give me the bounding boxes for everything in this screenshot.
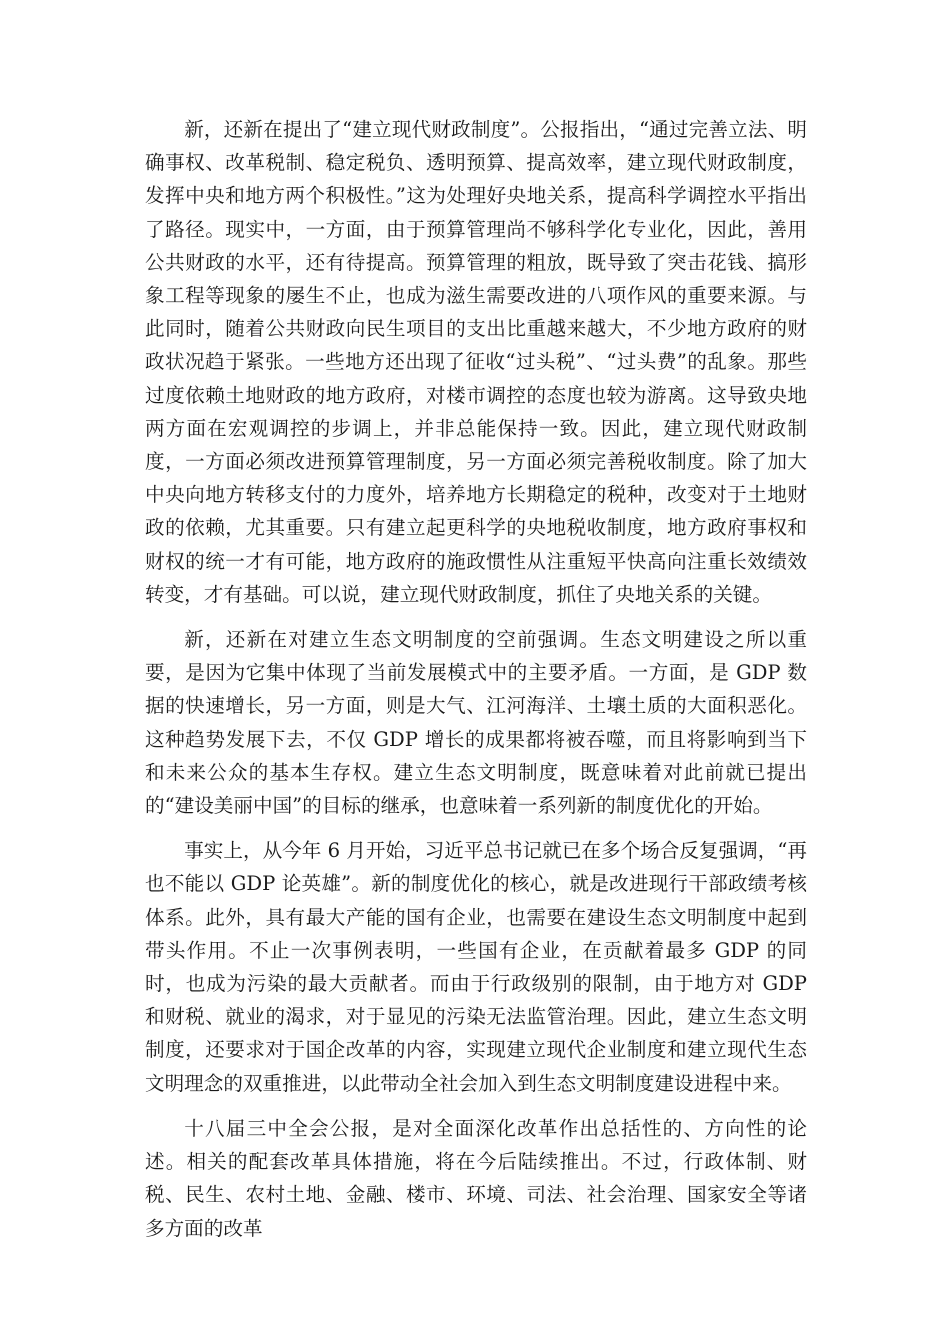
paragraph-gdp-assessment: 事实上，从今年 6 月开始，习近平总书记就已在多个场合反复强调，“再也不能以 GDP 论英雄”。新的制度优化的核心，就是改进现行干部政绩考核体系。此外，具有最大产能的国有企业，也需要在建设生态文明制度中起到带头作用。不止一次事例表明，一些国有企业，在贡献着最多 GDP 的同时，也成为污染的最大贡献者。而由于行政级别的限制，由于地方对 GDP 和财税、就业的渴求，对于显见的污染无法监管治理。因此，建立生态文明制度，还要求对于国企改革的内容，实现建立现代企业制度和建立现代生态文明理念的双重推进，以此带动全社会加入到生态文明制度建设进程中来。 — [145, 839, 807, 1095]
paragraph-ecological-civilization: 新，还新在对建立生态文明制度的空前强调。生态文明建设之所以重要，是因为它集中体现了当前发展模式中的主要矛盾。一方面，是 GDP 数据的快速增长，另一方面，则是大气、江河海洋、土壤土质的大面积恶化。这种趋势发展下去，不仅 GDP 增长的成果都将被吞噬，而且将影响到当下和未来公众的基本生存权。建立生态文明制度，既意味着对此前就已提出的“建设美丽中国”的目标的继承，也意味着一系列新的制度优化的开始。 — [145, 628, 807, 818]
paragraph-plenum-communique: 十八届三中全会公报，是对全面深化改革作出总括性的、方向性的论述。相关的配套改革具体措施，将在今后陆续推出。不过，行政体制、财税、民生、农村土地、金融、楼市、环境、司法、社会治理、国家安全等诸多方面的改革 — [145, 1116, 807, 1240]
document-body — [145, 113, 807, 1257]
paragraph-fiscal-system: 新，还新在提出了“建立现代财政制度”。公报指出，“通过完善立法、明确事权、改革税制、稳定税负、透明预算、提高效率，建立现代财政制度，发挥中央和地方两个积极性。”这为处理好央地关系，提高科学调控水平指出了路径。现实中，一方面，由于预算管理尚不够科学化专业化，因此，善用公共财政的水平，还有待提高。预算管理的粗放，既导致了突击花钱、搞形象工程等现象的屡生不止，也成为滋生需要改进的八项作风的重要来源。与此同时，随着公共财政向民生项目的支出比重越来越大，不少地方政府的财政状况趋于紧张。一些地方还出现了征收“过头税”、“过头费”的乱象。那些过度依赖土地财政的地方政府，对楼市调控的态度也较为游离。这导致央地两方面在宏观调控的步调上，并非总能保持一致。因此，建立现代财政制度，一方面必须改进预算管理制度，另一方面必须完善税收制度。除了加大中央向地方转移支付的力度外，培养地方长期稳定的税种，改变对于土地财政的依赖，尤其重要。只有建立起更科学的央地税收制度，地方政府事权和财权的统一才有可能，地方政府的施政惯性从注重短平快高向注重长效绩效转变，才有基础。可以说，建立现代财政制度，抓住了央地关系的关键。 — [145, 118, 807, 606]
